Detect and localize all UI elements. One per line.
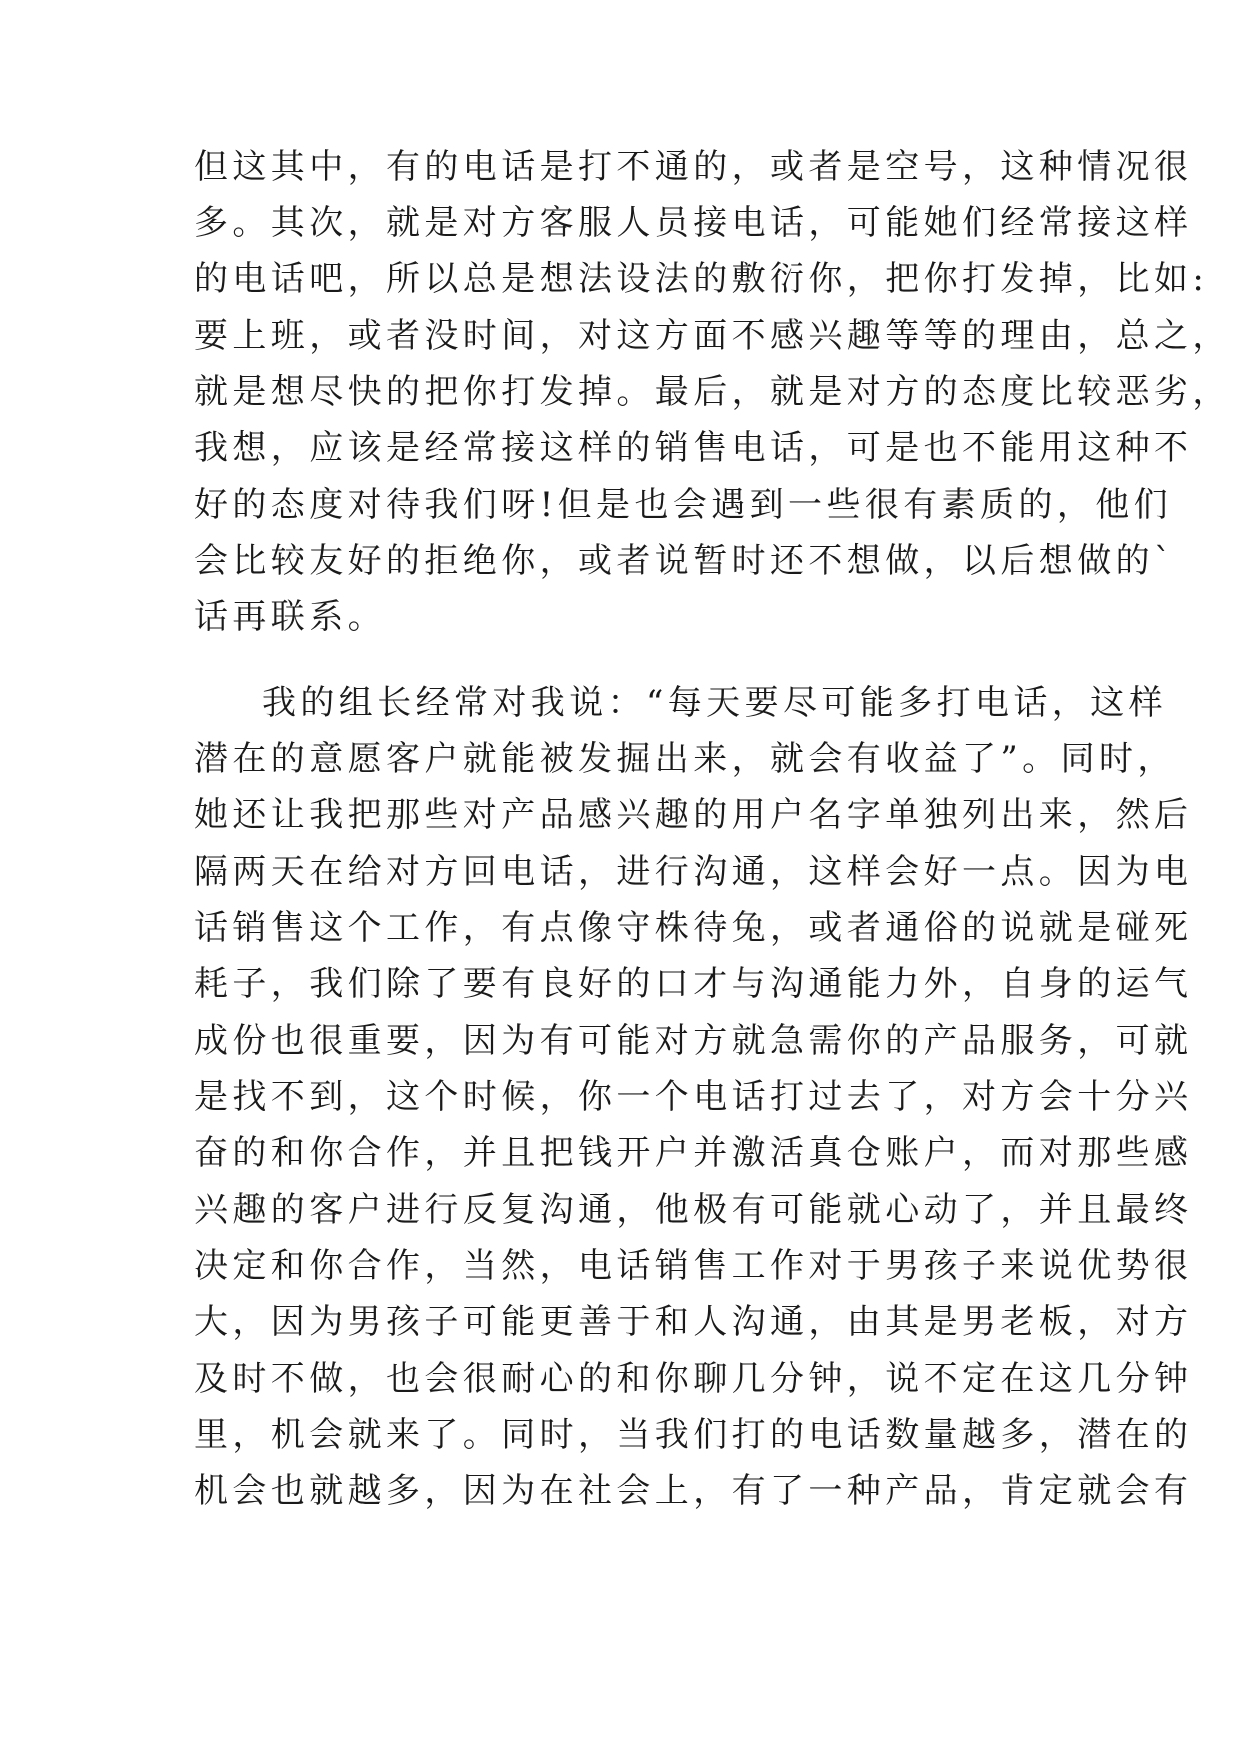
text-line: 奋的和你合作，并且把钱开户并激活真仓账户，而对那些感 <box>194 1133 1193 1173</box>
text-line: 她还让我把那些对产品感兴趣的用户名字单独列出来，然后 <box>194 795 1193 835</box>
text-line: 及时不做，也会很耐心的和你聊几分钟，说不定在这几分钟 <box>194 1359 1193 1399</box>
text-line: 是找不到，这个时候，你一个电话打过去了，对方会十分兴 <box>194 1077 1193 1117</box>
text-line: 隔两天在给对方回电话，进行沟通，这样会好一点。因为电 <box>194 852 1193 892</box>
paragraph-first-line: 我的组长经常对我说：“每天要尽可能多打电话，这样 <box>262 683 1167 723</box>
text-line: 里，机会就来了。同时，当我们打的电话数量越多，潜在的 <box>194 1415 1193 1455</box>
text-line: 兴趣的客户进行反复沟通，他极有可能就心动了，并且最终 <box>194 1190 1193 1230</box>
text-line: 多。其次，就是对方客服人员接电话，可能她们经常接这样 <box>194 203 1193 243</box>
text-line: 话再联系。 <box>194 597 386 637</box>
text-line: 决定和你合作，当然，电话销售工作对于男孩子来说优势很 <box>194 1246 1193 1286</box>
text-line: 我想，应该是经常接这样的销售电话，可是也不能用这种不 <box>194 428 1193 468</box>
text-line: 好的态度对待我们呀!但是也会遇到一些很有素质的，他们 <box>194 485 1173 525</box>
text-line: 成份也很重要，因为有可能对方就急需你的产品服务，可就 <box>194 1021 1193 1061</box>
text-line: 大，因为男孩子可能更善于和人沟通，由其是男老板，对方 <box>194 1302 1193 1342</box>
text-line: 潜在的意愿客户就能被发掘出来，就会有收益了”。同时， <box>194 739 1176 779</box>
text-line: 耗子，我们除了要有良好的口才与沟通能力外，自身的运气 <box>194 964 1193 1004</box>
text-line: 但这其中，有的电话是打不通的，或者是空号，这种情况很 <box>194 147 1193 187</box>
text-line: 会比较友好的拒绝你，或者说暂时还不想做，以后想做的` <box>194 541 1176 581</box>
text-line: 机会也就越多，因为在社会上，有了一种产品，肯定就会有 <box>194 1471 1193 1511</box>
text-line: 要上班，或者没时间，对这方面不感兴趣等等的理由，总之， <box>194 316 1231 356</box>
text-line: 的电话吧，所以总是想法设法的敷衍你，把你打发掉，比如: <box>194 259 1209 299</box>
text-line: 就是想尽快的把你打发掉。最后，就是对方的态度比较恶劣， <box>194 372 1231 412</box>
text-line: 话销售这个工作，有点像守株待兔，或者通俗的说就是碰死 <box>194 908 1193 948</box>
